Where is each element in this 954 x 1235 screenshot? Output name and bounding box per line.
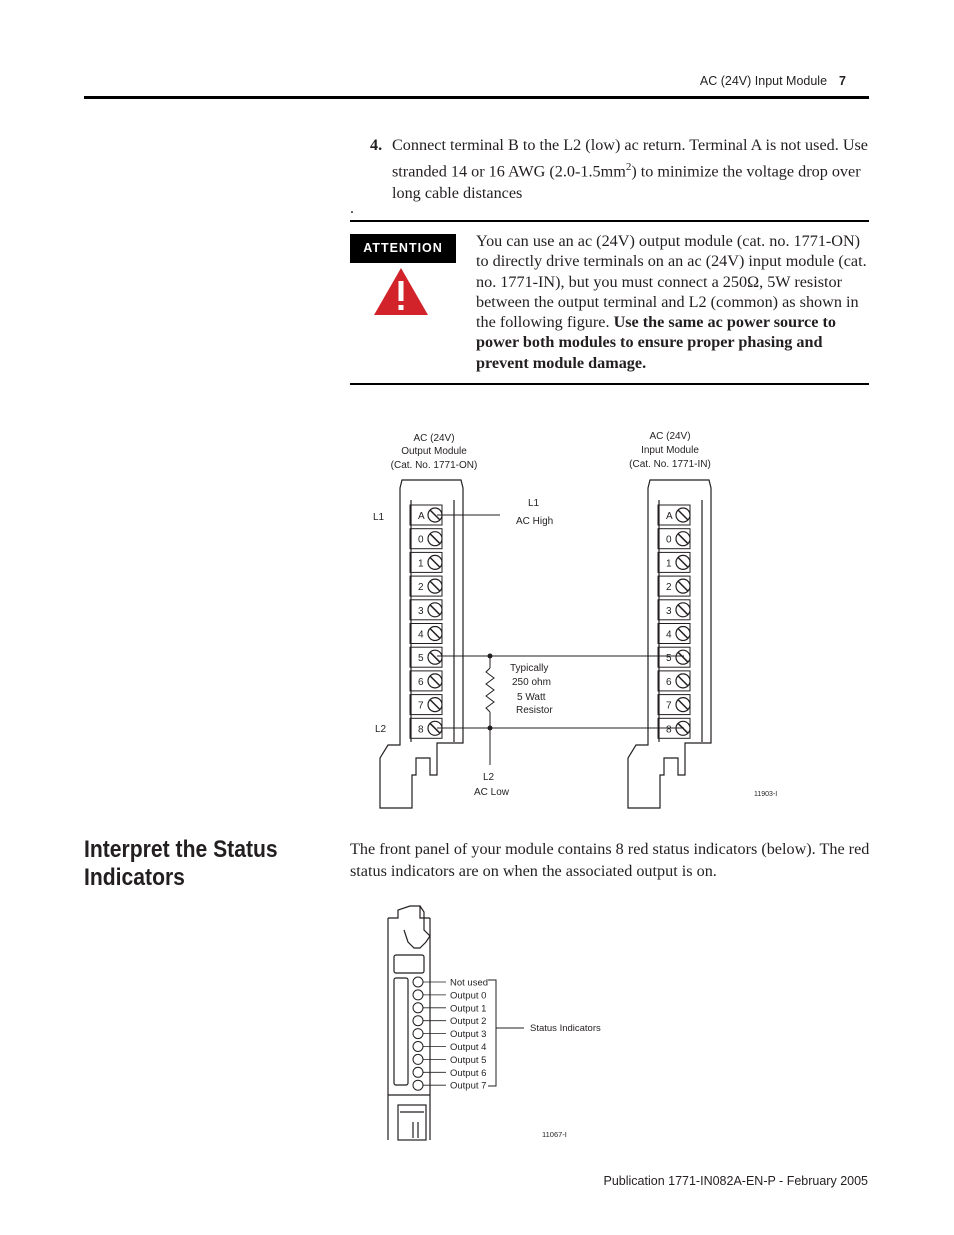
status-led-icon xyxy=(413,977,423,987)
l2-label: L2 xyxy=(483,772,495,783)
output-terminal-strip xyxy=(410,505,442,738)
output-module-label xyxy=(391,433,478,471)
terminal-label: 5 xyxy=(418,653,424,665)
terminal-label: A xyxy=(666,511,673,522)
warning-triangle-icon xyxy=(372,266,430,323)
svg-text:AC (24V): AC (24V) xyxy=(649,431,691,442)
step-text-part1: Connect terminal B to the L2 (low) ac return. Terminal A is not used. Use stranded 14 or 16 AWG (2.0-1.5mm xyxy=(392,136,868,181)
l1-side-label: L1 xyxy=(373,512,385,523)
footer-publication: Publication 1771-IN082A-EN-P - February 2005 xyxy=(603,1174,868,1188)
terminal-label: 6 xyxy=(666,676,672,688)
step-4 xyxy=(370,134,875,204)
status-led-icon xyxy=(413,1080,423,1090)
junction-dot xyxy=(488,726,493,731)
status-led-label: Output 1 xyxy=(450,1003,487,1015)
module-front-panel xyxy=(388,906,430,1140)
status-led-label: Not used xyxy=(450,977,489,989)
running-header xyxy=(700,74,846,88)
terminal-label: 8 xyxy=(418,724,424,736)
attention-top-rule xyxy=(350,220,869,222)
terminal-label: 0 xyxy=(666,534,672,546)
l1-label: L1 xyxy=(528,498,540,509)
attention-badge: ATTENTION xyxy=(350,234,456,263)
terminal-label: 3 xyxy=(418,605,424,617)
attention-text xyxy=(476,231,871,373)
ac-high-label: AC High xyxy=(516,516,554,527)
step-text-part2: ) to minimize the voltage drop over long cable distances xyxy=(392,162,861,203)
status-bracket xyxy=(488,980,524,1086)
status-led-icon xyxy=(413,1029,423,1039)
terminal-label: 8 xyxy=(666,724,672,736)
ac-low-label: AC Low xyxy=(474,787,510,798)
figure-id: 11903-I xyxy=(754,791,778,798)
terminal-label: 2 xyxy=(418,582,424,594)
header-section-title: AC (24V) Input Module xyxy=(699,74,828,88)
terminal-label: 0 xyxy=(418,534,424,546)
attention-text-bold: Use the same ac power source to power both modules to ensure proper phasing and prevent module damage. xyxy=(476,313,836,372)
status-led-icon xyxy=(413,1067,423,1077)
input-terminal-strip xyxy=(658,505,690,738)
l2-side-label: L2 xyxy=(375,724,387,735)
status-led-icon xyxy=(413,1016,423,1026)
terminal-label: 5 xyxy=(666,653,672,665)
resistor-label xyxy=(510,663,553,716)
step-number: 4. xyxy=(370,136,383,154)
status-led-icon xyxy=(413,1054,423,1064)
terminal-label: 4 xyxy=(418,629,424,641)
svg-text:Output Module: Output Module xyxy=(401,446,467,457)
status-led-column xyxy=(413,977,488,1092)
svg-text:(Cat. No. 1771-IN): (Cat. No. 1771-IN) xyxy=(629,459,711,470)
status-led-icon xyxy=(413,1003,423,1013)
svg-text:AC (24V): AC (24V) xyxy=(413,433,455,444)
page-number: 7 xyxy=(839,74,846,88)
step-text xyxy=(392,134,875,204)
wiring-figure xyxy=(340,420,800,820)
status-led-label: Output 0 xyxy=(450,990,487,1002)
section-body: The front panel of your module contains 8 red status indicators (below). The red status indicators are on when the associated output is on. xyxy=(350,840,870,880)
status-indicators-label: Status Indicators xyxy=(530,1023,601,1034)
attention-bottom-rule xyxy=(350,383,869,385)
status-led-icon xyxy=(413,990,423,1000)
svg-text:Typically: Typically xyxy=(510,663,549,674)
wiring-lines xyxy=(437,515,684,765)
terminal-label: 7 xyxy=(418,700,424,712)
junction-dot xyxy=(488,654,493,659)
svg-text:(Cat. No. 1771-ON): (Cat. No. 1771-ON) xyxy=(390,460,478,471)
terminal-label: 6 xyxy=(418,676,424,688)
attention-text-normal: You can use an ac (24V) output module (cat. no. 1771-ON) to directly drive terminals on an ac (24V) input module (cat. no. 1771-IN), but you must connect a 250Ω, 5W resistor between the output terminal and L2 (common) as shown in the following figure. xyxy=(476,232,867,332)
step-superscript: 2 xyxy=(625,161,632,173)
status-led-label: Output 4 xyxy=(450,1042,487,1053)
terminal-label: A xyxy=(418,511,425,522)
terminal-label: 4 xyxy=(666,629,672,641)
terminal-label: 3 xyxy=(666,605,672,617)
svg-text:5 Watt: 5 Watt xyxy=(517,692,546,703)
terminal-label: 1 xyxy=(418,558,424,570)
svg-text:Resistor: Resistor xyxy=(516,705,553,716)
input-module-label xyxy=(629,431,711,470)
terminal-label: 1 xyxy=(666,558,672,570)
status-led-label: Output 5 xyxy=(450,1054,487,1066)
status-led-label: Output 6 xyxy=(450,1067,487,1079)
status-led-icon xyxy=(413,1042,423,1052)
terminal-label: 2 xyxy=(666,582,672,594)
status-led-label: Output 7 xyxy=(450,1080,487,1092)
status-figure-id: 11067-I xyxy=(542,1130,567,1139)
status-led-label: Output 2 xyxy=(450,1016,487,1028)
header-rule xyxy=(84,96,869,99)
svg-text:250 ohm: 250 ohm xyxy=(512,677,551,688)
status-indicators-figure xyxy=(380,900,620,1150)
status-led-label: Output 3 xyxy=(450,1029,487,1041)
terminal-label: 7 xyxy=(666,700,672,712)
svg-text:Input Module: Input Module xyxy=(641,445,699,456)
section-heading: Interpret the Status Indicators xyxy=(84,836,278,891)
stray-period: . xyxy=(350,200,354,217)
